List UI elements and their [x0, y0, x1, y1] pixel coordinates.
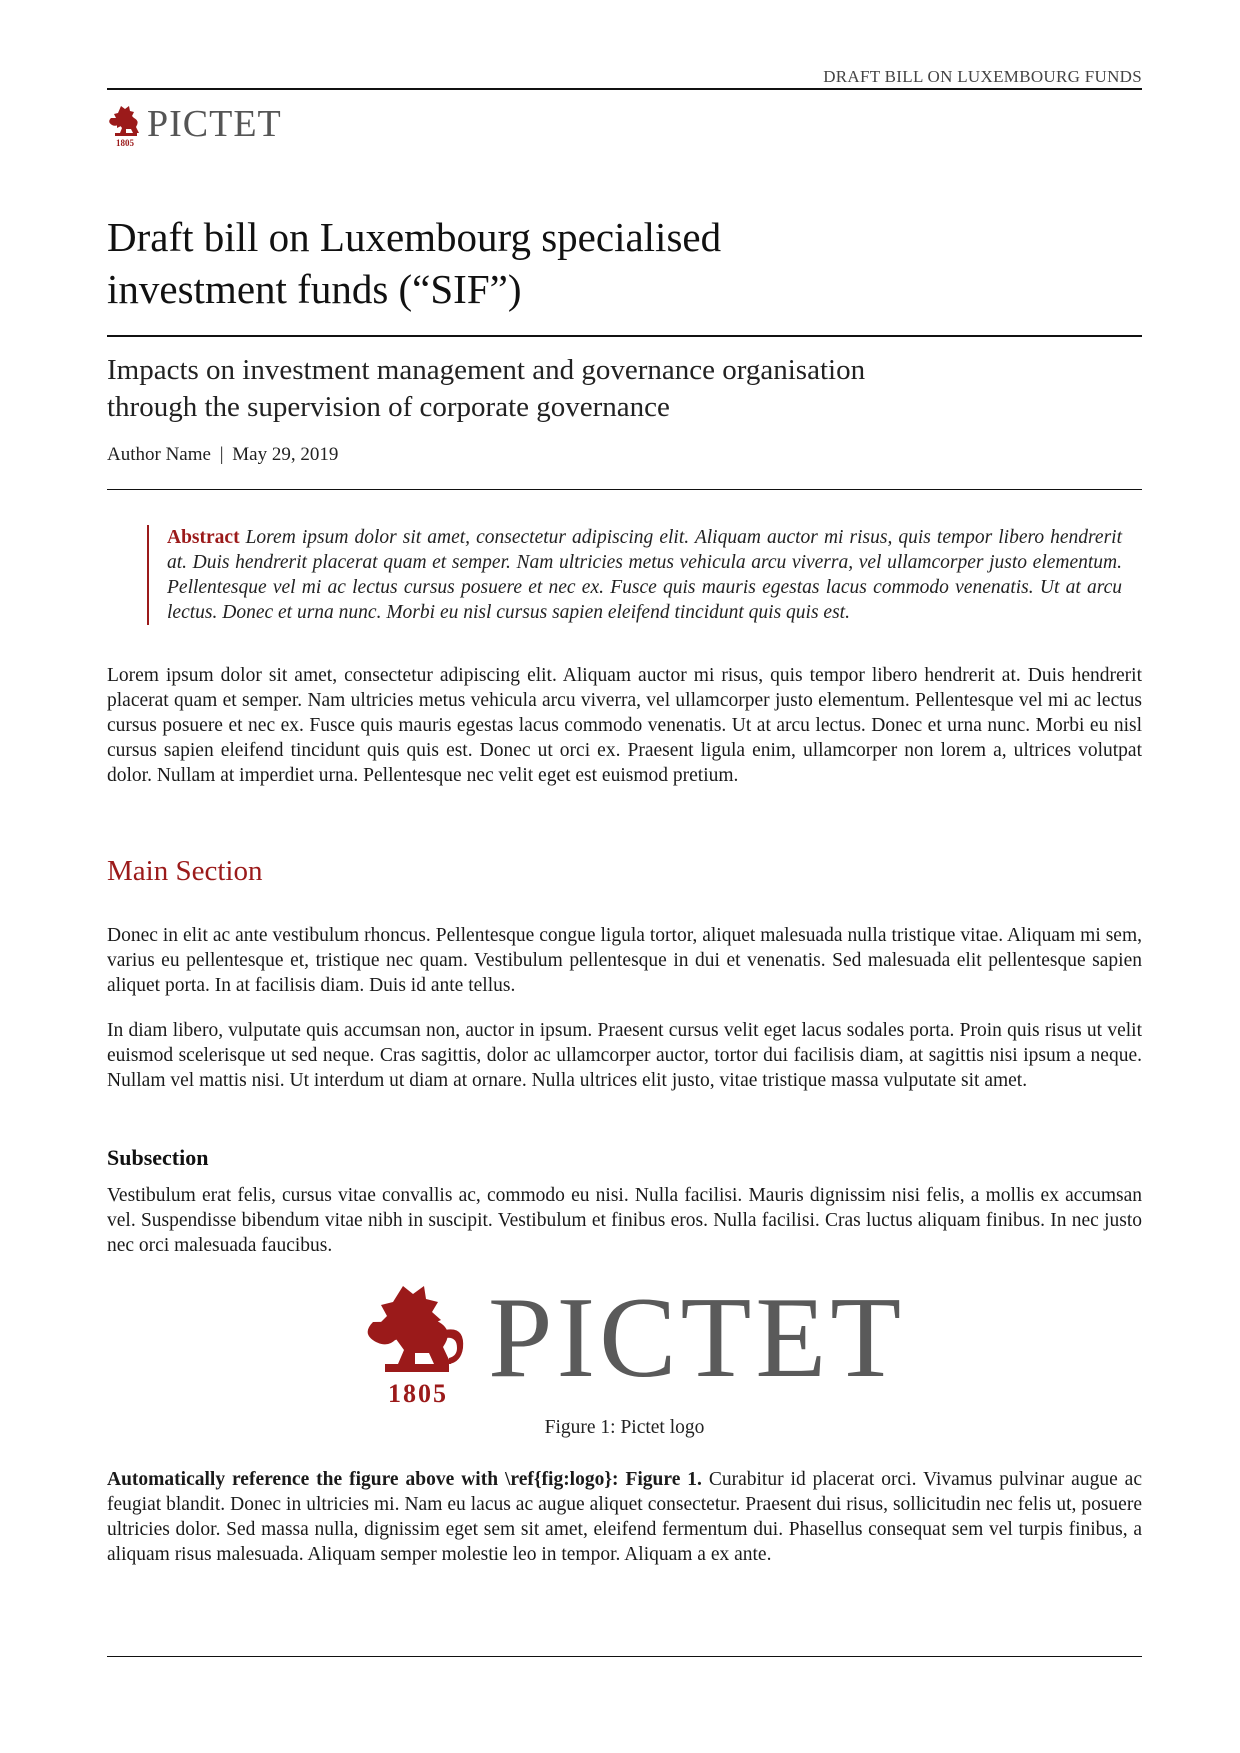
main-section-heading: Main Section	[107, 855, 263, 887]
logo-wordmark: PICTET	[147, 103, 282, 145]
svg-text:1805: 1805	[116, 138, 134, 148]
figure-reference-lead: Automatically reference the figure above with \ref{fig:logo}: Figure 1.	[107, 1469, 702, 1490]
meta-rule	[107, 489, 1142, 490]
intro-paragraph: Lorem ipsum dolor sit amet, consectetur adipiscing elit. Aliquam auctor mi risus, quis tempor libero hendrerit at. Duis hendrerit placerat quam et semper. Nam ultricies metus vehicula arcu viverra, vel ullamcorper justo elementum. Pellentesque vel mi ac lectus cursus posuere et nec ex. Fusce quis mauris egestas lacus commodo venenatis. Ut at arcu lectus. Donec et urna nunc. Morbi eu nisl cursus sapien eleifend tincidunt quis quis est. Donec ut orci ex. Praesent ligula enim, ullamcorper non lorem a, ultrices volutpat dolor. Nullam at imperdiet urna. Pellentesque nec velit eget est euismod pretium.	[107, 665, 1142, 786]
header-logo	[107, 104, 282, 148]
pictet-logo-figure	[363, 1274, 906, 1410]
main-paragraph-1: Donec in elit ac ante vestibulum rhoncus. Pellentesque congue ligula tortor, aliquet malesuada nulla tristique vitae. Aliquam mi sem, varius eu pellentesque et, tristique nec quam. Vestibulum pellentesque in dui et venenatis. Sed malesuada elit pellentesque sapien aliquet porta. In at facilisis diam. Duis id ante tellus.	[107, 925, 1142, 996]
title-line-1: Draft bill on Luxembourg specialised	[107, 214, 722, 260]
running-header: DRAFT BILL ON LUXEMBOURG FUNDS	[823, 67, 1142, 86]
title-rule	[107, 335, 1142, 337]
closing-text: Curabitur id placerat orci. Vivamus pulvinar augue ac feugiat blandit. Donec in ultricies mi. Nam eu lacus ac augue aliquet consectetur. Praesent dui risus, sollicitudin nec felis ut, posuere ultricies dolor. Sed massa nulla, dignissim eget sem sit amet, eleifend fermentum dui. Phasellus consequat sem vel turpis finibus, a aliquam risus malesuada. Aliquam semper molestie leo in tempor. Aliquam a ex ante.	[107, 1469, 1142, 1565]
lion-rampant-icon	[107, 104, 143, 148]
svg-text:1805: 1805	[388, 1379, 448, 1408]
figure-logo-wordmark: PICTET	[488, 1274, 906, 1402]
document-title	[107, 211, 1007, 315]
lion-rampant-icon	[363, 1280, 478, 1410]
figure-caption: Figure 1: Pictet logo	[544, 1417, 705, 1438]
header-rule	[107, 88, 1142, 90]
subsection-heading: Subsection	[107, 1145, 209, 1170]
title-line-2: investment funds (“SIF”)	[107, 266, 522, 312]
abstract-label: Abstract	[167, 527, 240, 548]
subsection-paragraph: Vestibulum erat felis, cursus vitae convallis ac, commodo eu nisi. Nulla facilisi. Mauris dignissim nisi felis, a mollis ex accumsan vel. Suspendisse bibendum vitae nibh in suscipit. Vestibulum et finibus eros. Nulla facilisi. Cras luctus aliquam finibus. In nec justo nec orci malesuada faucibus.	[107, 1185, 1142, 1256]
closing-paragraph	[107, 1467, 1142, 1567]
subtitle-line-2: through the supervision of corporate governance	[107, 391, 670, 423]
meta-separator: |	[219, 444, 224, 465]
document-subtitle	[107, 352, 1067, 426]
author-date-line	[107, 444, 338, 466]
abstract-text: Lorem ipsum dolor sit amet, consectetur adipiscing elit. Aliquam auctor mi risus, quis tempor libero hendrerit at. Duis hendrerit placerat quam et semper. Nam ultricies metus vehicula arcu viverra, vel ullamcorper justo elementum. Pellentesque vel mi ac lectus cursus posuere et nec ex. Fusce quis mauris egestas lacus commodo venenatis. Ut at arcu lectus. Donec et urna nunc. Morbi eu nisl cursus sapien eleifend tincidunt quis quis est.	[167, 527, 1122, 623]
main-paragraph-2: In diam libero, vulputate quis accumsan non, auctor in ipsum. Praesent cursus velit eget lacus sodales porta. Proin quis risus ut velit euismod scelerisque ut sed neque. Cras sagittis, dolor ac ullamcorper auctor, tortor dui facilisis diam, at sagittis nisi ipsum a neque. Nullam vel mattis nisi. Ut interdum ut diam at ornare. Nulla ultrices elit justo, vitae tristique massa vulputate sit amet.	[107, 1020, 1142, 1091]
footer-rule	[107, 1656, 1142, 1657]
publication-date: May 29, 2019	[232, 444, 339, 465]
document-page	[107, 0, 1142, 1753]
abstract-block	[147, 525, 1122, 625]
subtitle-line-1: Impacts on investment management and governance organisation	[107, 354, 866, 386]
author-name: Author Name	[107, 444, 211, 465]
